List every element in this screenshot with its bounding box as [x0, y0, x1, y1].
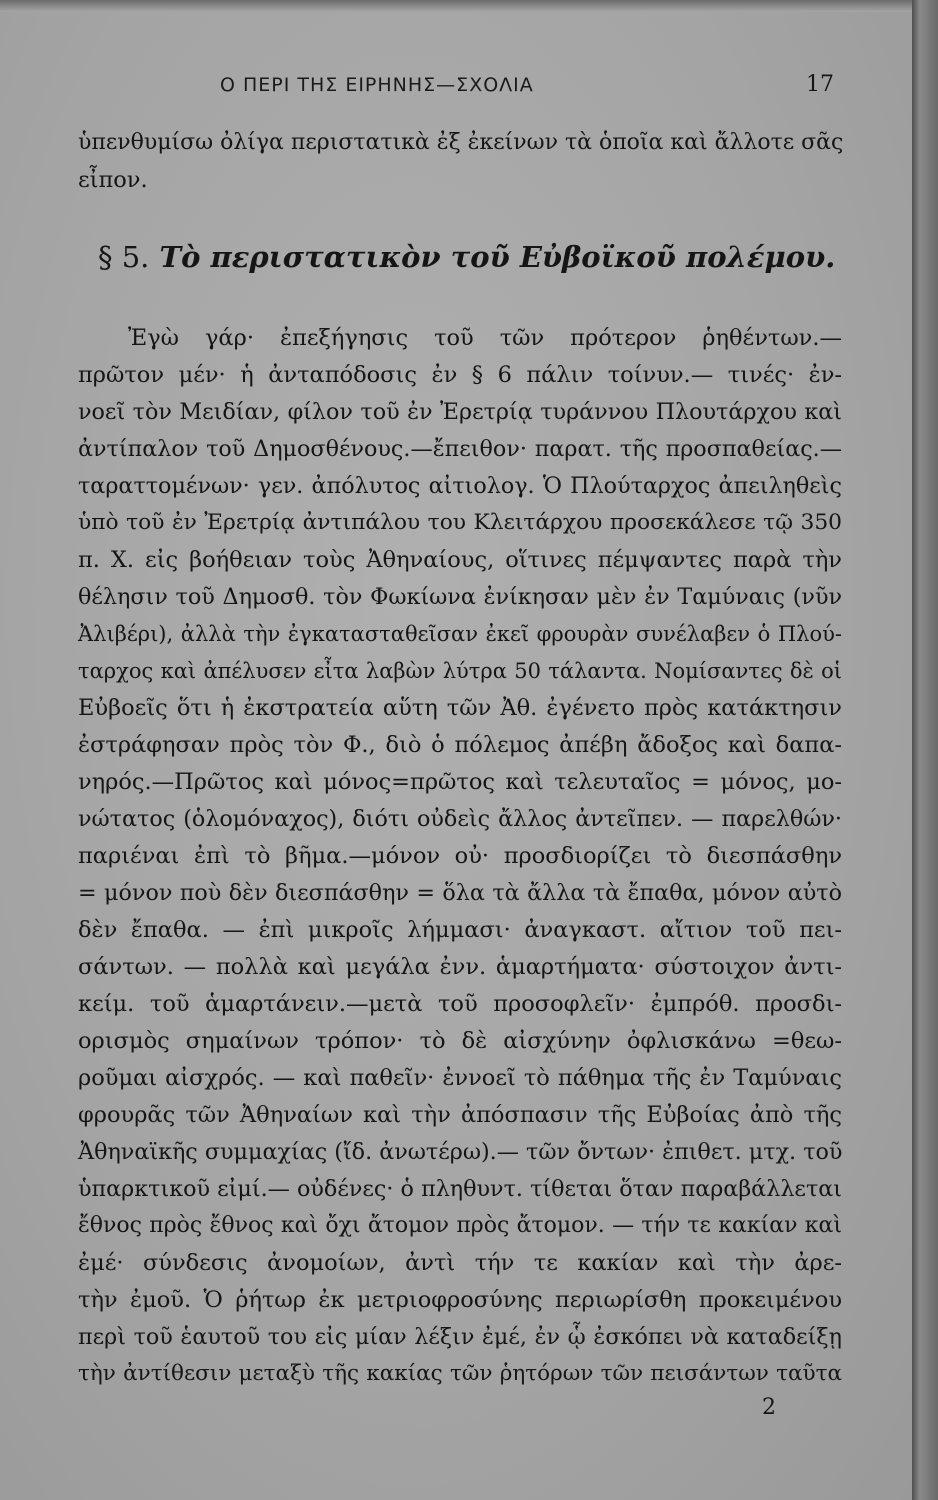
text-line: σάντων. — πολλὰ καὶ μεγάλα ἐνν. ἁμαρτήματα· σύστοιχον ἀντι- — [78, 954, 842, 980]
text-line: ταραττομένων· γεν. ἀπόλυτος αἰτιολογ. Ὁ Πλούταρχος ἀπειληθεὶς — [78, 473, 842, 499]
text-line: ἐστράφησαν πρὸς τὸν Φ., διὸ ὁ πόλεμος ἀπέβη ἄδοξος καὶ δαπα- — [78, 732, 842, 758]
page-edge-shadow — [912, 0, 938, 1500]
text-line: τὴν ἐμοῦ. Ὁ ῥήτωρ ἐκ μετριοφροσύνης περιωρίσθη προκειμένου — [78, 1287, 842, 1313]
text-line: Ἐγὼ γάρ· ἐπεξήγησις τοῦ τῶν πρότερον ῥηθέντων.— — [128, 325, 842, 351]
text-line: ταρχος καὶ ἀπέλυσεν εἶτα λαβὼν λύτρα 50 τάλαντα. Νομίσαντες δὲ οἱ — [78, 659, 842, 683]
text-line: ὑπὸ τοῦ ἐν Ἐρετρίᾳ ἀντιπάλου του Κλειτάρχου προσεκάλεσε τῷ 350 — [78, 510, 842, 535]
text-line: ὑπαρκτικοῦ εἰμί.— οὐδένες· ὁ πληθυντ. τίθεται ὅταν παραβάλλεται — [78, 1176, 842, 1202]
text-line: νοεῖ τὸν Μειδίαν, φίλον τοῦ ἐν Ἐρετρίᾳ τυράννου Πλουτάρχου καὶ — [78, 399, 842, 425]
text-line: εἶπον. — [78, 167, 148, 193]
signature-mark: 2 — [762, 1395, 776, 1420]
text-line: π. Χ. εἰς βοήθειαν τοὺς Ἀθηναίους, οἵτινες πέμψαντες παρὰ τὴν — [78, 547, 842, 573]
text-line: δὲν ἔπαθα. — ἐπὶ μικροῖς λήμμασι· ἀναγκαστ. αἴτιον τοῦ πει- — [78, 917, 842, 943]
text-line: ἀντίπαλον τοῦ Δημοσθένους.—ἔπειθον· παρατ. τῆς προσπαθείας.— — [78, 436, 842, 462]
text-line: Εὐβοεῖς ὅτι ἡ ἐκστρατεία αὕτη τῶν Ἀθ. ἐγένετο πρὸς κατάκτησιν — [78, 695, 842, 721]
text-line: φρουρᾶς τῶν Ἀθηναίων καὶ τὴν ἀπόσπασιν τῆς Εὐβοίας ἀπὸ τῆς — [78, 1102, 842, 1128]
text-line: ὑπενθυμίσω ὀλίγα περιστατικὰ ἐξ ἐκείνων τὰ ὁποῖα καὶ ἄλλοτε σᾶς — [78, 130, 844, 155]
text-line: Ἀλιβέρι), ἀλλὰ τὴν ἐγκατασταθεῖσαν ἐκεῖ φρουρὰν συνέλαβεν ὁ Πλού- — [78, 622, 842, 646]
page-number: 17 — [806, 72, 834, 97]
section-title: Τὸ περιστατικὸν τοῦ Εὐβοϊκοῦ πολέμου. — [159, 240, 836, 274]
running-head: Ο ΠΕΡΙ ΤΗΣ ΕΙΡΗΝΗΣ—ΣΧΟΛΙΑ — [220, 74, 534, 96]
text-line: κείμ. τοῦ ἁμαρτάνειν.—μετὰ τοῦ προσοφλεῖν· ἐμπρόθ. προσδι- — [78, 991, 842, 1017]
text-line: Ἀθηναϊκῆς συμμαχίας (ἴδ. ἀνωτέρω).— τῶν ὄντων· ἐπιθετ. μτχ. τοῦ — [78, 1139, 843, 1165]
section-number: § 5. — [98, 240, 150, 274]
text-line: περὶ τοῦ ἑαυτοῦ του εἰς μίαν λέξιν ἐμέ, ἐν ᾧ ἐσκόπει νὰ καταδείξῃ — [78, 1324, 842, 1350]
text-line: παριέναι ἐπὶ τὸ βῆμα.—μόνον οὐ· προσδιορίζει τὸ διεσπάσθην — [78, 843, 842, 869]
text-line: πρῶτον μέν· ἡ ἀνταπόδοσις ἐν § 6 πάλιν τοίνυν.— τινές· ἐν- — [78, 362, 842, 388]
text-line: = μόνον ποὺ δὲν διεσπάσθην = ὅλα τὰ ἄλλα τὰ ἔπαθα, μόνον αὐτὸ — [78, 880, 842, 906]
text-line: ἐμέ· σύνδεσις ἀνομοίων, ἀντὶ τήν τε κακίαν καὶ τὴν ἀρε- — [78, 1250, 842, 1276]
text-line: ροῦμαι αἰσχρός. — καὶ παθεῖν· ἐννοεῖ τὸ πάθημα τῆς ἐν Ταμύναις — [78, 1065, 842, 1091]
page-top-shadow — [0, 0, 912, 12]
text-line: θέλησιν τοῦ Δημοσθ. τὸν Φωκίωνα ἐνίκησαν μὲν ἐν Ταμύναις (νῦν — [78, 584, 842, 610]
text-line: νηρός.—Πρῶτος καὶ μόνος=πρῶτος καὶ τελευταῖος = μόνος, μο- — [78, 769, 842, 795]
text-line: νώτατος (ὁλομόναχος), διότι οὐδεὶς ἄλλος ἀντεῖπεν. — παρελθών· — [78, 806, 842, 832]
text-line: τὴν ἀντίθεσιν μεταξὺ τῆς κακίας τῶν ῥητόρων τῶν πεισάντων ταῦτα — [78, 1361, 842, 1386]
section-heading — [98, 240, 835, 282]
text-line: ορισμὸς σημαίνων τρόπον· τὸ δὲ αἰσχύνην ὀφλισκάνω =θεω- — [78, 1028, 842, 1054]
text-line: ἔθνος πρὸς ἔθνος καὶ ὄχι ἄτομον πρὸς ἄτομον. — τήν τε κακίαν καὶ — [78, 1213, 842, 1238]
